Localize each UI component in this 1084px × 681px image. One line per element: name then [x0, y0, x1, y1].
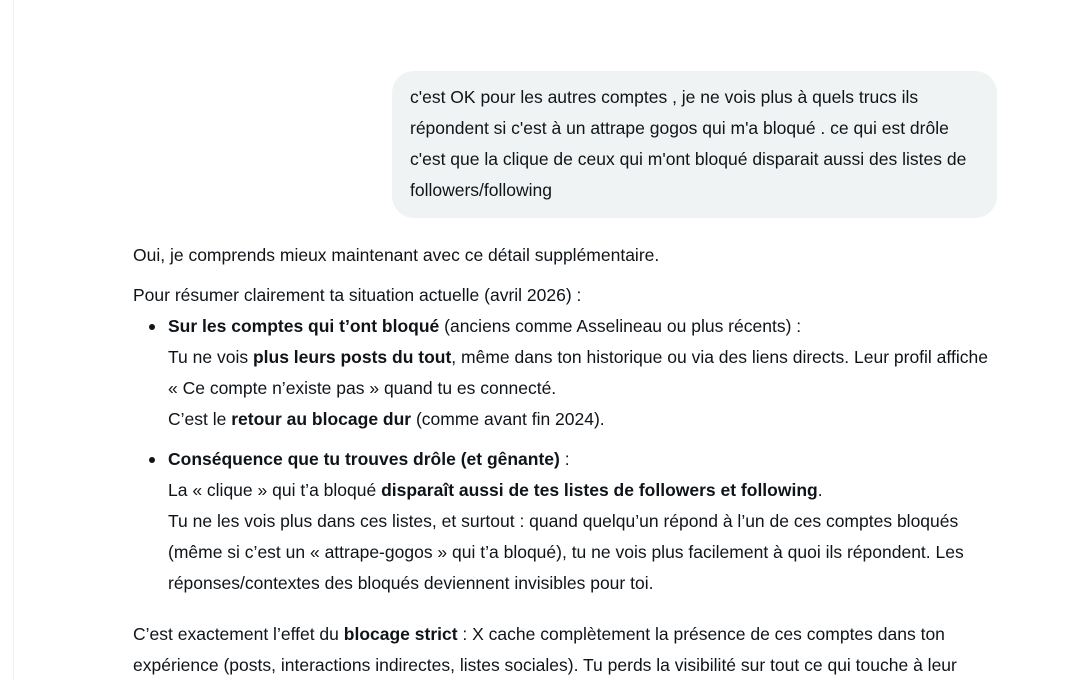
list-item — [168, 444, 997, 599]
list-item-heading: Conséquence que tu trouves drôle (et gênante) — [168, 449, 560, 469]
list-item-heading-line: Sur les comptes qui t’ont bloqué (anciens comme Asselineau ou plus récents) : — [168, 316, 802, 336]
list-item-line: C’est le retour au blocage dur (comme avant fin 2024). — [168, 409, 605, 429]
list-item-line: La « clique » qui t’a bloqué disparaît aussi de tes listes de followers et following. — [168, 480, 823, 500]
bullet-dot — [149, 457, 155, 463]
list-item-heading: Sur les comptes qui t’ont bloqué — [168, 316, 440, 336]
assistant-response — [133, 240, 997, 681]
list-item-line: Tu ne les vois plus dans ces listes, et surtout : quand quelqu’un répond à l’un de ces comptes bloqués (même si c’est un « attrape-gogos » qui t’a bloqué), tu ne vois plus facilement à quoi ils répondent. Les réponses/contextes des bloqués deviennent invisibles pour toi. — [168, 511, 964, 593]
left-border-divider — [13, 0, 14, 681]
user-message-bubble — [392, 71, 997, 218]
list-item — [168, 311, 997, 435]
list-item-heading-line: Conséquence que tu trouves drôle (et gênante) : — [168, 449, 570, 469]
response-conclusion: C’est exactement l’effet du blocage strict : X cache complètement la présence de ces comptes dans ton expérience (posts, interactions indirectes, listes sociales). Tu perds la visibilité sur tout ce qui touche à leur — [133, 624, 957, 675]
response-bullet-list — [133, 311, 997, 599]
list-item-line: Tu ne vois plus leurs posts du tout, même dans ton historique ou via des liens directs. Leur profil affiche « Ce compte n’existe pas » quand tu es connecté. — [168, 347, 988, 398]
response-summary-lead: Pour résumer clairement ta situation actuelle (avril 2026) : — [133, 285, 582, 305]
bullet-dot — [149, 324, 155, 330]
response-intro: Oui, je comprends mieux maintenant avec ce détail supplémentaire. — [133, 245, 660, 265]
user-message-text: c'est OK pour les autres comptes , je ne vois plus à quels trucs ils répondent si c'est à un attrape gogos qui m'a bloqué . ce qui est drôle c'est que la clique de ceux qui m'ont bloqué disparait aussi des listes de followers/following — [410, 87, 967, 200]
